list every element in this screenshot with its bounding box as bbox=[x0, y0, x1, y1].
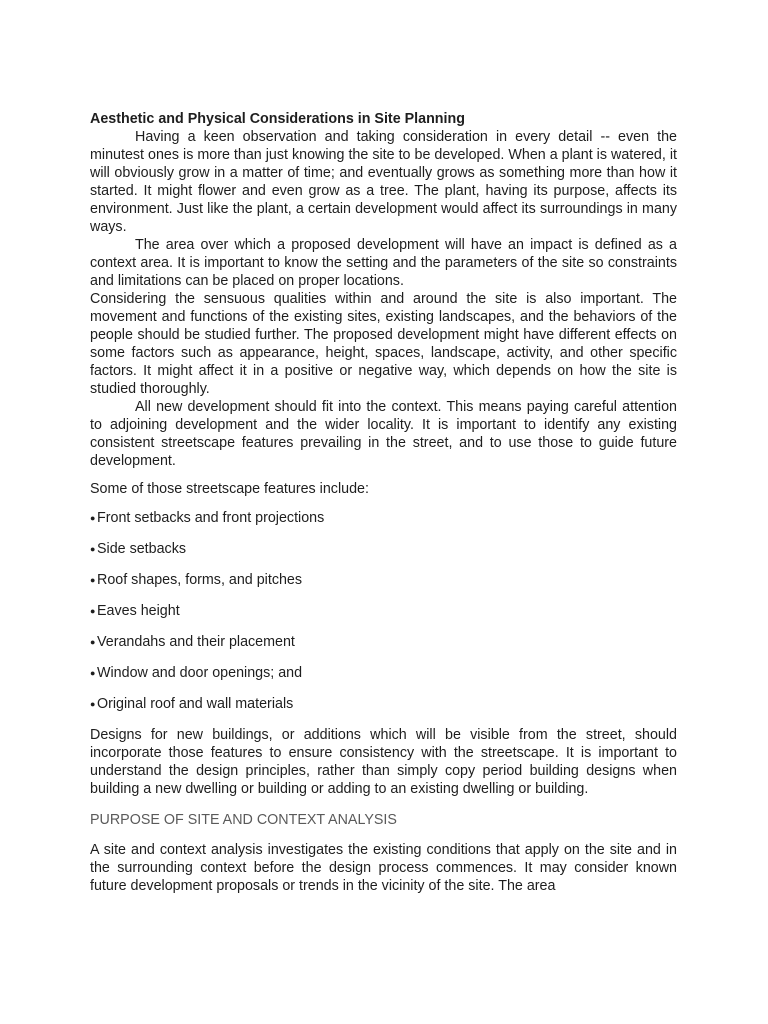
list-item bbox=[90, 633, 677, 651]
list-item bbox=[90, 664, 677, 682]
paragraph-site-analysis: A site and context analysis investigates the existing conditions that apply on the site and in the surrounding context before the design process commences. It may consider known future development proposals or trends in the vicinity of the site. The area bbox=[90, 842, 677, 894]
list-item bbox=[90, 571, 677, 589]
list-item-text: Eaves height bbox=[97, 603, 180, 619]
list-item-text: Front setbacks and front projections bbox=[97, 510, 325, 526]
document-title: Aesthetic and Physical Considerations in Site Planning bbox=[90, 111, 465, 127]
list-item-text: Original roof and wall materials bbox=[97, 696, 294, 712]
list-item bbox=[90, 540, 677, 558]
paragraph-plant-analogy: Having a keen observation and taking consideration in every detail -- even the minutest ones is more than just knowing the site to be developed. When a plant is watered, it will obviously grow in a matter of time; and eventually grows as something more than how it started. It might flower and even grow as a tree. The plant, having its purpose, affects its environment. Just like the plant, a certain development would affect its surroundings in many ways. bbox=[90, 129, 677, 235]
bullet-icon: ● bbox=[90, 606, 96, 616]
list-item bbox=[90, 509, 677, 527]
list-item bbox=[90, 695, 677, 713]
bullet-icon: ● bbox=[90, 575, 96, 585]
bullet-icon: ● bbox=[90, 668, 96, 678]
streetscape-features-list bbox=[90, 509, 677, 713]
paragraph-sensuous-qualities: Considering the sensuous qualities within and around the site is also important. The movement and functions of the existing sites, existing landscapes, and the behaviors of the people should be studied further. The proposed development might have different effects on some factors such as appearance, height, spaces, landscape, activity, and other specific factors. It might affect it in a positive or negative way, which depends on how the site is studied thoroughly. bbox=[90, 291, 677, 397]
list-item-text: Verandahs and their placement bbox=[97, 634, 295, 650]
paragraph-designs: Designs for new buildings, or additions which will be visible from the street, should incorporate those features to ensure consistency with the streetscape. It is important to understand the design principles, rather than simply copy period building designs when building a new dwelling or building or adding to an existing dwelling or building. bbox=[90, 727, 677, 797]
features-intro: Some of those streetscape features include: bbox=[90, 481, 369, 497]
section-heading: PURPOSE OF SITE AND CONTEXT ANALYSIS bbox=[90, 812, 397, 828]
list-item-text: Side setbacks bbox=[97, 541, 187, 557]
document-page bbox=[90, 110, 677, 895]
list-item bbox=[90, 602, 677, 620]
bullet-icon: ● bbox=[90, 699, 96, 709]
list-item-text: Roof shapes, forms, and pitches bbox=[97, 572, 303, 588]
paragraph-context-area: The area over which a proposed development will have an impact is defined as a context area. It is important to know the setting and the parameters of the site so constraints and limitations can be placed on proper locations. bbox=[90, 237, 677, 289]
bullet-icon: ● bbox=[90, 637, 96, 647]
bullet-icon: ● bbox=[90, 513, 96, 523]
paragraph-fit-context: All new development should fit into the context. This means paying careful attention to adjoining development and the wider locality. It is important to identify any existing consistent streetscape features prevailing in the street, and to use those to guide future development. bbox=[90, 399, 677, 469]
bullet-icon: ● bbox=[90, 544, 96, 554]
list-item-text: Window and door openings; and bbox=[97, 665, 303, 681]
